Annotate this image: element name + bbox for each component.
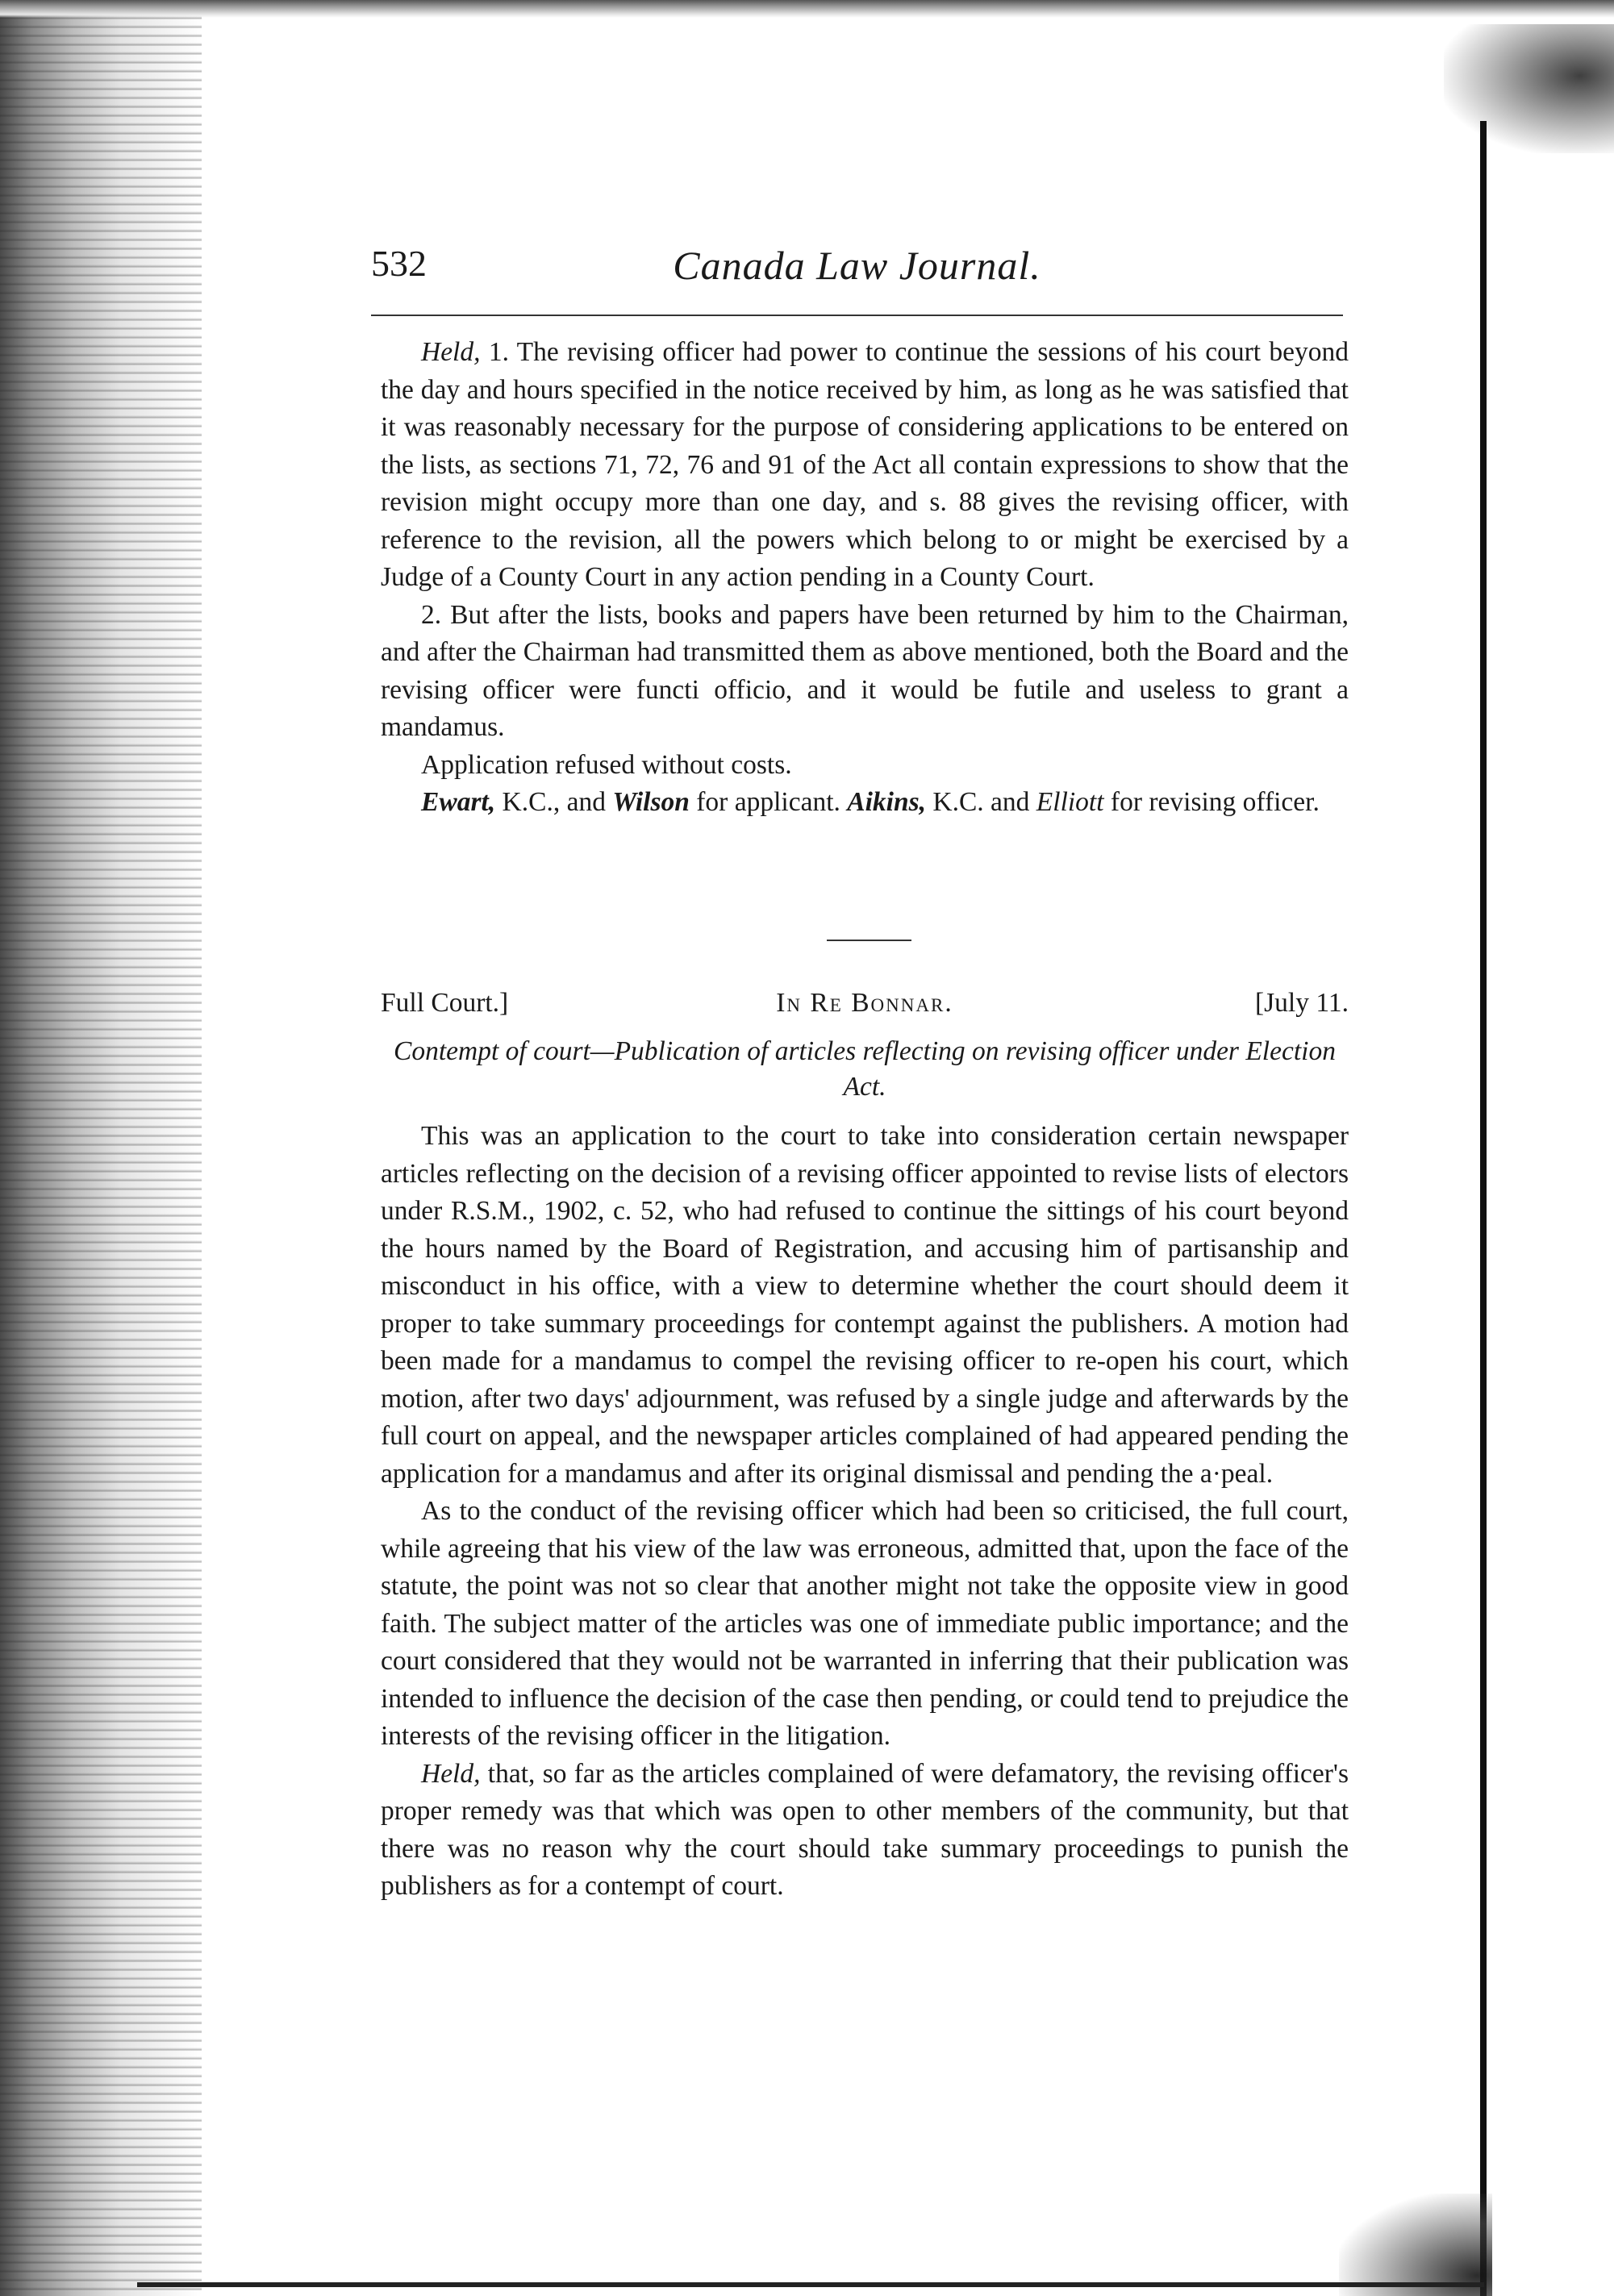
held-section bbox=[381, 334, 1349, 822]
held-label: Held, bbox=[421, 1758, 481, 1789]
header-rule bbox=[371, 315, 1343, 316]
counsel-text: for revising officer. bbox=[1103, 787, 1320, 817]
case-heading bbox=[381, 988, 1349, 1028]
held-paragraph-2: 2. But after the lists, books and papers have been returned by him to the Chairman, and after the Chairman had transmitted them as above mentioned, both the Board and the revising officer were functi officio, and it would be futile and useless to grant a mandamus. bbox=[381, 599, 1349, 742]
counsel-text: K.C., and bbox=[495, 787, 613, 817]
counsel-name: Wilson bbox=[612, 787, 690, 817]
report-paragraph-1: This was an application to the court to take into consideration certain newspaper articles reflecting on the decision of a revising officer appointed to revise lists of electors under R.S.M., 1902, c. 52, who had refused to continue the sittings of his court beyond the hours named by the Board of Registration, and accusing him of partisanship and misconduct in his office, with a view to determine whether the court should deem it proper to take summary proceedings for contempt against the publishers. A motion had been made for a mandamus to compel the revising officer to re-open his court, which motion, after two days' adjournment, was refused by a single judge and afterwards by the full court on appeal, and the newspaper articles complained of had appeared pending the application for a mandamus and after its original dismissal and pending the a·peal. bbox=[381, 1121, 1349, 1489]
section-separator bbox=[827, 940, 911, 941]
page-number: 532 bbox=[371, 243, 427, 284]
counsel-text: for applicant. bbox=[689, 787, 848, 817]
held-text-1: 1. The revising officer had power to continue the sessions of his court beyond the day and hours specified in the notice received by him, as long as he was satisfied that it was reasonably necessary for the purpose of considering applications to be entered on the lists, as sections 71, 72, 76 and 91 of the Act all contain expressions to show that the revision might occupy more than one day, and s. 88 gives the revising officer, with reference to the revision, all the powers which belong to or might be exercised by a Judge of a County Court in any action pending in a County Court. bbox=[381, 337, 1349, 592]
counsel-name: Elliott bbox=[1036, 787, 1104, 817]
report-paragraph-3 bbox=[381, 1756, 1349, 1906]
case-report bbox=[381, 1118, 1349, 1906]
held-label: Held, bbox=[421, 337, 481, 367]
counsel-name: Ewart, bbox=[421, 787, 496, 817]
counsel-name: Aikins, bbox=[847, 787, 927, 817]
page-header bbox=[371, 242, 1343, 306]
held-text: that, so far as the articles complained of were defamatory, the revising officer's proper remedy was that which was open to other members of the community, but that there was no reason why the court should take summary proceedings to punish the publishers as for a contempt of court. bbox=[381, 1758, 1349, 1901]
counsel-line bbox=[381, 784, 1349, 822]
running-title: Canada Law Journal. bbox=[673, 243, 1041, 288]
case-headnote: Contempt of court—Publication of articles reflecting on revising officer under Election Act. bbox=[394, 1036, 1336, 1102]
case-date: [July 11. bbox=[1254, 988, 1349, 1018]
case-title: In Re Bonnar. bbox=[776, 988, 953, 1018]
disposition: Application refused without costs. bbox=[421, 749, 792, 780]
report-paragraph-2: As to the conduct of the revising officer which had been so criticised, the full court, while agreeing that his view of the law was erroneous, admitted that, upon the face of the statute, the point was not so clear that another might not take the opposite view in good faith. The subject matter of the articles was one of immediate public importance; and the court considered that they would not be warranted in inferring that their publication was intended to influence the decision of the case then pending, or could tend to prejudice the interests of the revising officer in the litigation. bbox=[381, 1496, 1349, 1751]
court-name: Full Court.] bbox=[381, 988, 509, 1018]
held-paragraph-1 bbox=[381, 334, 1349, 597]
counsel-text: K.C. and bbox=[926, 787, 1036, 817]
